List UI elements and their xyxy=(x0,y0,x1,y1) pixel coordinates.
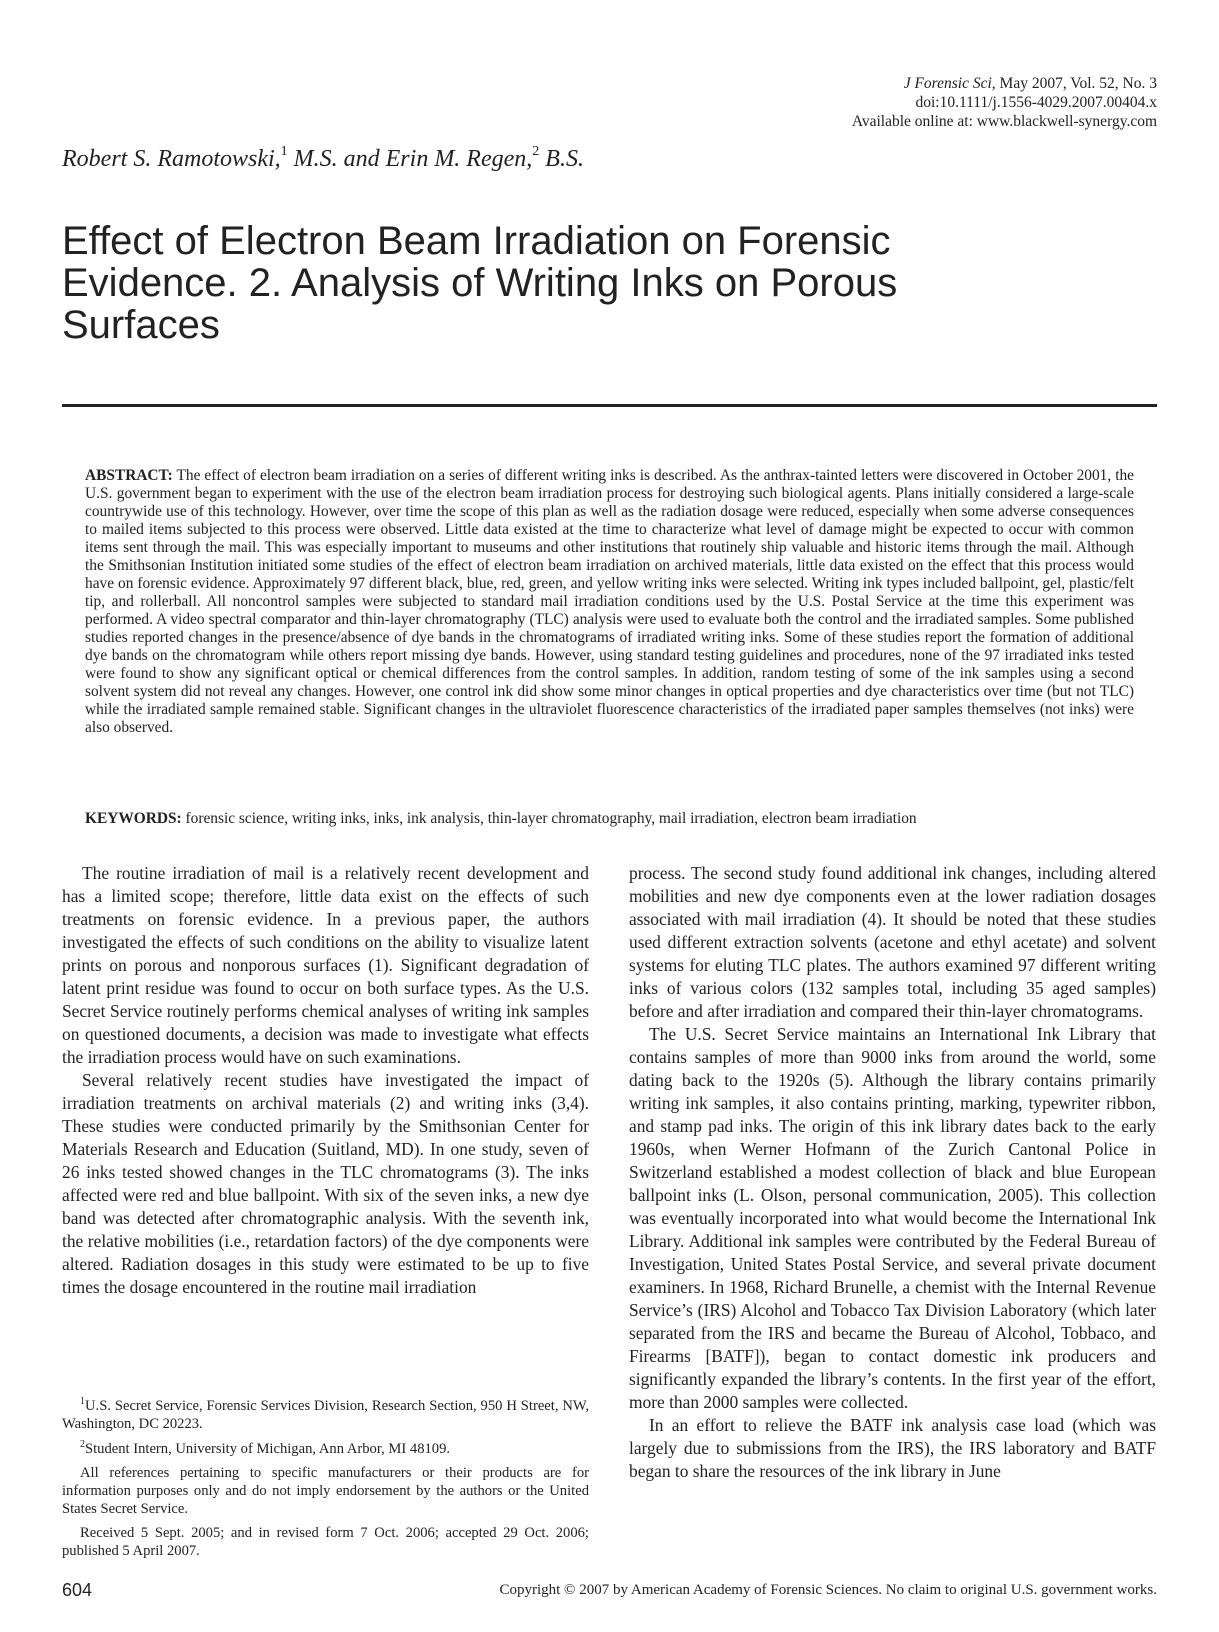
author-1: Robert S. Ramotowski, xyxy=(62,146,281,172)
keywords xyxy=(85,810,917,828)
body-column-right xyxy=(629,862,1156,1483)
footnote-2 xyxy=(62,1436,589,1458)
author-2-affiliation-mark: 2 xyxy=(532,144,540,159)
paragraph: In an effort to relieve the BATF ink analysis case load (which was largely due to submissions from the IRS), the IRS laboratory and BATF began to share the resources of the ink library in June xyxy=(629,1415,1156,1481)
doi: doi:10.1111/j.1556-4029.2007.00404.x xyxy=(915,94,1157,111)
footnotes xyxy=(62,1393,589,1566)
received-dates: Received 5 Sept. 2005; and in revised form 7 Oct. 2006; accepted 29 Oct. 2006; published 5 April 2007. xyxy=(62,1524,589,1559)
paragraph: The routine irradiation of mail is a relatively recent development and has a limited scope; therefore, little data exist on the effects of such treatments on forensic evidence. In a previous paper, the authors investigated the effects of such conditions on the ability to visualize latent prints on porous and nonporous surfaces (1). Significant degradation of latent print residue was found to occur on both surface types. As the U.S. Secret Service routinely performs chemical analyses of writing ink samples on questioned documents, a decision was made to investigate what effects the irradiation process would have on such examinations. xyxy=(62,863,589,1067)
abstract xyxy=(85,467,1134,737)
author-2-degree: B.S. xyxy=(539,146,584,172)
keywords-label: KEYWORDS: xyxy=(85,810,182,827)
footnote-1-mark: 1 xyxy=(80,1396,85,1407)
author-1-affiliation-mark: 1 xyxy=(280,144,288,159)
journal-issue: May 2007, Vol. 52, No. 3 xyxy=(995,75,1157,92)
footnote-1-text: U.S. Secret Service, Forensic Services Division, Research Section, 950 H Street, NW, Washington, DC 20223. xyxy=(62,1397,589,1432)
copyright: Copyright © 2007 by American Academy of Forensic Sciences. No claim to original U.S. government works. xyxy=(499,1582,1157,1598)
title-divider xyxy=(62,404,1157,407)
body-column-left xyxy=(62,862,589,1299)
journal-citation xyxy=(852,74,1157,131)
footnote-2-mark: 2 xyxy=(80,1438,85,1450)
journal-issue-line xyxy=(852,74,1157,93)
journal-name: J Forensic Sci, xyxy=(903,75,996,92)
abstract-label: ABSTRACT: xyxy=(85,467,173,484)
paragraph: The U.S. Secret Service maintains an International Ink Library that contains samples of more than 9000 inks from around the world, some dating back to the 1920s (5). Although the library contains primarily writing ink samples, it also contains printing, marking, typewriter ribbon, and stamp pad inks. The origin of this ink library dates back to the early 1960s, when Werner Hofmann of the Zurich Cantonal Police in Switzerland established a modest collection of black and blue European ballpoint inks (L. Olson, personal communication, 2005). This collection was eventually incorporated into what would become the International Ink Library. Additional ink samples were contributed by the Federal Bureau of Investigation, United States Postal Service, and several private document examiners. In 1968, Richard Brunelle, a chemist with the Internal Revenue Service’s (IRS) Alcohol and Tobacco Tax Division Laboratory (which later separated from the IRS and became the Bureau of Alcohol, Tobbaco, and Firearms [BATF]), began to contact domestic ink producers and significantly expanded the library’s contents. In the first year of the effort, more than 2000 samples were collected. xyxy=(629,1024,1156,1412)
paragraph: Several relatively recent studies have investigated the impact of irradiation treatments on archival materials (2) and writing inks (3,4). These studies were conducted primarily by the Smithsonian Center for Materials Research and Education (Suitland, MD). In one study, seven of 26 inks tested showed changes in the TLC chromatograms (3). The inks affected were red and blue ballpoint. With six of the seven inks, a new dye band was detected after chromatographic analysis. With the seventh ink, the relative mobilities (i.e., retardation factors) of the dye components were altered. Radiation dosages in this study were estimated to be up to five times the dosage encountered in the routine mail irradiation xyxy=(62,1070,589,1297)
keywords-text: forensic science, writing inks, inks, ink analysis, thin-layer chromatography, mail irradiation, electron beam irradiation xyxy=(185,810,917,827)
footnote-2-text: Student Intern, University of Michigan, Ann Arbor, MI 48109. xyxy=(85,1440,451,1457)
author-2: M.S. and Erin M. Regen, xyxy=(287,146,533,172)
authors-line xyxy=(62,146,584,173)
available-online: Available online at: www.blackwell-synergy.com xyxy=(851,113,1157,130)
disclaimer: All references pertaining to specific manufacturers or their products are for information purposes only and do not imply endorsement by the authors or the United States Secret Service. xyxy=(62,1464,589,1517)
abstract-text: The effect of electron beam irradiation on a series of different writing inks is described. As the anthrax-tainted letters were discovered in October 2001, the U.S. government began to experiment with the use of the electron beam irradiation process for destroying such biological agents. Plans initially considered a large-scale countrywide use of this technology. However, over time the scope of this plan as well as the radiation dosage were reduced, especially when some adverse consequences to mailed items subjected to this process were observed. Little data existed at the time to characterize what level of damage might be expected to occur with common items sent through the mail. This was especially important to museums and other institutions that routinely ship valuable and historic items through the mail. Although the Smithsonian Institution initiated some studies of the effect of electron beam irradiation on archived materials, little data existed on the effect that this process would have on forensic evidence. Approximately 97 different black, blue, red, green, and yellow writing inks were selected. Writing ink types included ballpoint, gel, plastic/felt tip, and rollerball. All noncontrol samples were subjected to standard mail irradiation conditions used by the U.S. Postal Service at the time this experiment was performed. A video spectral comparator and thin-layer chromatography (TLC) analysis were used to evaluate both the control and the irradiated samples. Some published studies reported changes in the presence/absence of dye bands in the chromatograms of irradiated writing inks. Some of these studies report the formation of additional dye bands on the chromatogram while others report missing dye bands. However, using standard testing guidelines and procedures, none of the 97 irradiated inks tested were found to show any significant optical or chemical differences from the control samples. In addition, random testing of some of the ink samples using a second solvent system did not reveal any changes. However, one control ink did show some minor changes in optical properties and dye characteristics over time (but not TLC) while the irradiated sample remained stable. Significant changes in the ultraviolet fluorescence characteristics of the irradiated paper samples themselves (not inks) were also observed. xyxy=(85,467,1134,736)
page-number: 604 xyxy=(62,1580,93,1600)
paper-title: Effect of Electron Beam Irradiation on Forensic Evidence. 2. Analysis of Writing Inks on Porous Surfaces xyxy=(62,219,898,347)
footnote-1 xyxy=(62,1393,589,1433)
paragraph: process. The second study found additional ink changes, including altered mobilities and new dye components even at the lower radiation dosages associated with mail irradiation (4). It should be noted that these studies used different extraction solvents (acetone and ethyl acetate) and solvent systems for eluting TLC plates. The authors examined 97 different writing inks of various colors (132 samples total, including 35 aged samples) before and after irradiation and compared their thin-layer chromatograms. xyxy=(629,863,1156,1021)
